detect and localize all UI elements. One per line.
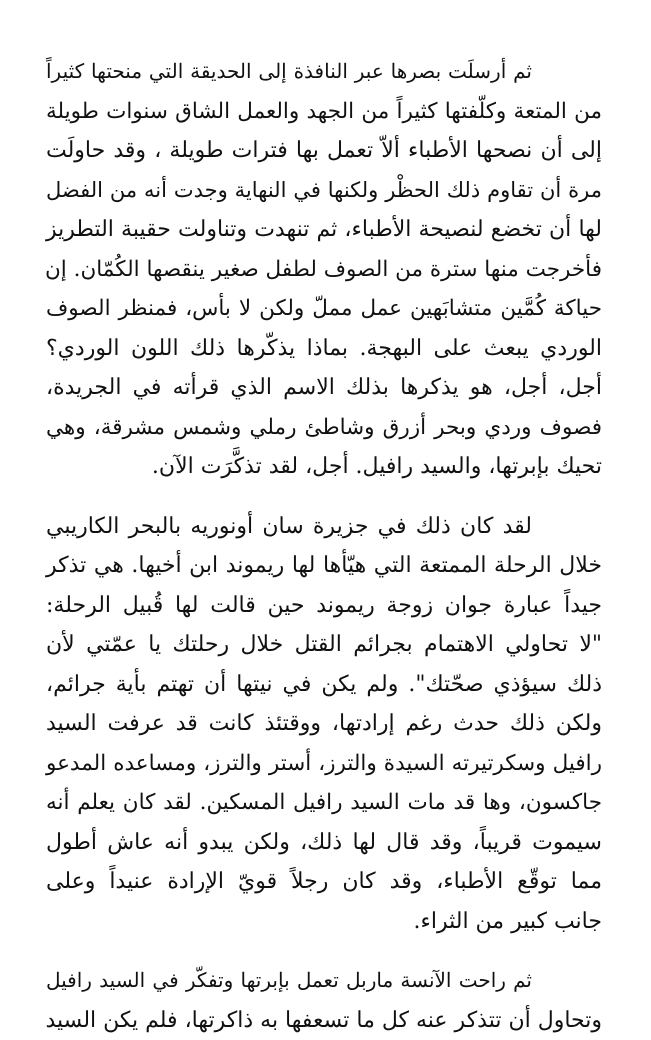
text-line: رافيل وسكرتيرته السيدة والترز، أستر والترز، ومساعده المدعو	[46, 744, 602, 784]
text-line: جانب كبير من الثراء.	[46, 902, 602, 942]
text-line: ولكن ذلك حدث رغم إرادتها، ووقتئذ كانت قد عرفت السيد	[46, 704, 602, 744]
text-line: جاكسون، وها قد مات السيد رافيل المسكين. لقد كان يعلم أنه	[46, 783, 602, 823]
text-line: "لا تحاولي الاهتمام بجرائم القتل خلال رحلتك يا عمّتي لأن	[46, 625, 602, 665]
text-line: فأخرجت منها سترة من الصوف لطفل صغير ينقصها الكُمّان. إن	[46, 250, 602, 290]
paragraph-gap	[46, 487, 602, 507]
text-line: إلى أن نصحها الأطباء ألاّ تعمل بها فترات طويلة ، وقد حاولَت	[46, 131, 602, 171]
book-page	[46, 52, 602, 1040]
text-line: أجل، أجل، هو يذكرها بذلك الاسم الذي قرأته في الجريدة،	[46, 368, 602, 408]
text-line: لها أن تخضع لنصيحة الأطباء، ثم تنهدت وتناولت حقيبة التطريز	[46, 210, 602, 250]
paragraph-1	[46, 52, 602, 487]
text-line: مما توقّع الأطباء، وقد كان رجلاً قويّ الإرادة عنيداً وعلى	[46, 862, 602, 902]
text-line: تحيك بإبرتها، والسيد رافيل. أجل، لقد تذكَّرَت الآن.	[46, 447, 602, 487]
text-line: وتحاول أن تتذكر عنه كل ما تسعفها به ذاكرتها، فلم يكن السيد	[46, 1001, 602, 1040]
text-line: ثم راحت الآنسة ماربل تعمل بإبرتها وتفكّر في السيد رافيل	[46, 961, 602, 1001]
text-line: مرة أن تقاوم ذلك الحظْر ولكنها في النهاية وجدت أنه من الفضل	[46, 171, 602, 211]
text-line: الوردي يبعث على البهجة. بماذا يذكّرها ذلك اللون الوردي؟	[46, 329, 602, 369]
paragraph-3	[46, 961, 602, 1040]
text-line: خلال الرحلة الممتعة التي هيّأها لها ريموند ابن أخيها. هي تذكر	[46, 546, 602, 586]
text-line: جيداً عبارة جوان زوجة ريموند حين قالت لها قُبيل الرحلة:	[46, 586, 602, 626]
paragraph-gap	[46, 941, 602, 961]
text-line: لقد كان ذلك في جزيرة سان أونوريه بالبحر الكاريبي	[46, 507, 602, 547]
text-line: فصوف وردي وبحر أزرق وشاطئ رملي وشمس مشرقة، وهي	[46, 408, 602, 448]
paragraph-2	[46, 507, 602, 942]
text-line: سيموت قريباً، وقد قال لها ذلك، ولكن يبدو أنه عاش أطول	[46, 823, 602, 863]
text-line: من المتعة وكلّفتها كثيراً من الجهد والعمل الشاق سنوات طويلة	[46, 92, 602, 132]
text-line: حياكة كُمَّين متشابَهين عمل مملّ ولكن لا بأس، فمنظر الصوف	[46, 289, 602, 329]
text-line: ثم أرسلَت بصرها عبر النافذة إلى الحديقة التي منحتها كثيراً	[46, 52, 602, 92]
text-line: ذلك سيؤذي صحّتك". ولم يكن في نيتها أن تهتم بأية جرائم،	[46, 665, 602, 705]
